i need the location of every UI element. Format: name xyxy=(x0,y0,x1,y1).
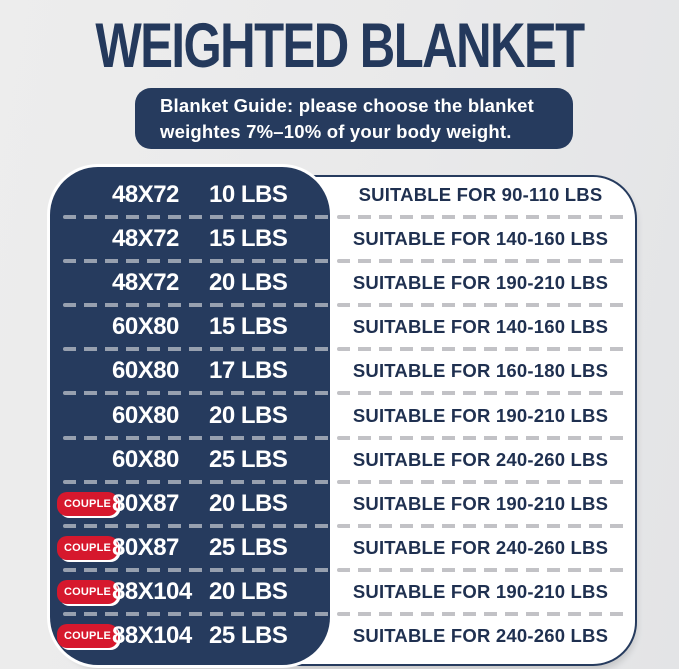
banner-line-2: weightes 7%–10% of your body weight. xyxy=(160,121,512,142)
suitable-range: SUITABLE FOR 240-260 LBS xyxy=(352,536,609,558)
table-row xyxy=(50,482,631,526)
blanket-weight: 20 LBS xyxy=(209,489,288,517)
size-guide-table xyxy=(50,167,637,666)
table-row xyxy=(50,393,631,437)
suitable-range: SUITABLE FOR 140-160 LBS xyxy=(352,228,609,250)
blanket-guide-banner xyxy=(135,88,573,149)
table-rows xyxy=(50,173,631,658)
blanket-weight: 15 LBS xyxy=(209,225,288,253)
row-divider-right xyxy=(337,215,627,219)
blanket-size: 48X72 xyxy=(112,269,179,297)
couple-badge: COUPLE xyxy=(57,492,118,516)
blanket-weight: 20 LBS xyxy=(209,577,288,605)
blanket-size: 80X87 xyxy=(112,489,179,517)
row-left xyxy=(50,313,330,341)
table-row xyxy=(50,173,631,217)
row-left xyxy=(50,181,330,209)
row-divider-left xyxy=(63,524,330,528)
row-divider-left xyxy=(63,215,330,219)
row-divider-right xyxy=(337,436,627,440)
row-divider-left xyxy=(63,480,330,484)
row-divider-left xyxy=(63,612,330,616)
row-left xyxy=(50,357,330,385)
couple-badge: COUPLE xyxy=(57,624,118,648)
blanket-weight: 15 LBS xyxy=(209,313,288,341)
couple-badge: COUPLE xyxy=(57,580,118,604)
badge-slot xyxy=(57,580,112,604)
blanket-weight: 25 LBS xyxy=(209,621,288,649)
row-left xyxy=(50,578,330,606)
table-row xyxy=(50,305,631,349)
blanket-weight: 10 LBS xyxy=(209,181,288,209)
blanket-size: 60X80 xyxy=(112,313,179,341)
row-divider-left xyxy=(63,347,330,351)
blanket-weight: 17 LBS xyxy=(209,357,288,385)
suitable-range: SUITABLE FOR 190-210 LBS xyxy=(352,580,609,602)
row-divider-left xyxy=(63,303,330,307)
table-row xyxy=(50,570,631,614)
table-row xyxy=(50,526,631,570)
suitable-range: SUITABLE FOR 240-260 LBS xyxy=(352,448,609,470)
table-row xyxy=(50,614,631,658)
suitable-range: SUITABLE FOR 190-210 LBS xyxy=(352,404,609,426)
suitable-range: SUITABLE FOR 240-260 LBS xyxy=(352,624,609,646)
row-left xyxy=(50,269,330,297)
row-divider-right xyxy=(337,480,627,484)
blanket-size: 88X104 xyxy=(112,621,192,649)
table-row xyxy=(50,217,631,261)
row-divider-left xyxy=(63,436,330,440)
blanket-size: 88X104 xyxy=(112,577,192,605)
row-divider-right xyxy=(337,303,627,307)
row-divider-right xyxy=(337,524,627,528)
blanket-weight: 25 LBS xyxy=(209,533,288,561)
row-left xyxy=(50,534,330,562)
row-divider-left xyxy=(63,568,330,572)
suitable-range: SUITABLE FOR 190-210 LBS xyxy=(352,492,609,514)
badge-slot xyxy=(57,492,112,516)
blanket-size: 60X80 xyxy=(112,357,179,385)
blanket-size: 48X72 xyxy=(112,181,179,209)
row-left xyxy=(50,402,330,430)
row-left xyxy=(50,446,330,474)
suitable-range: SUITABLE FOR 160-180 LBS xyxy=(352,360,609,382)
banner-line-1: Blanket Guide: please choose the blanket xyxy=(160,95,534,116)
blanket-size: 80X87 xyxy=(112,533,179,561)
page-title: WEIGHTED BLANKET xyxy=(95,11,584,81)
table-row xyxy=(50,438,631,482)
suitable-range: SUITABLE FOR 90-110 LBS xyxy=(358,184,603,206)
blanket-size: 60X80 xyxy=(112,401,179,429)
table-row xyxy=(50,349,631,393)
row-divider-left xyxy=(63,391,330,395)
row-divider-right xyxy=(337,391,627,395)
suitable-range: SUITABLE FOR 140-160 LBS xyxy=(352,316,609,338)
row-divider-right xyxy=(337,612,627,616)
row-divider-right xyxy=(337,259,627,263)
blanket-weight: 20 LBS xyxy=(209,269,288,297)
badge-slot xyxy=(57,536,112,560)
row-divider-left xyxy=(63,259,330,263)
blanket-weight: 25 LBS xyxy=(209,445,288,473)
row-left xyxy=(50,622,330,650)
row-left xyxy=(50,490,330,518)
row-divider-right xyxy=(337,347,627,351)
blanket-size: 60X80 xyxy=(112,445,179,473)
suitable-range: SUITABLE FOR 190-210 LBS xyxy=(352,272,609,294)
couple-badge: COUPLE xyxy=(57,536,118,560)
badge-slot xyxy=(57,624,112,648)
blanket-weight: 20 LBS xyxy=(209,401,288,429)
row-left xyxy=(50,225,330,253)
row-divider-right xyxy=(337,568,627,572)
blanket-size: 48X72 xyxy=(112,225,179,253)
table-row xyxy=(50,261,631,305)
